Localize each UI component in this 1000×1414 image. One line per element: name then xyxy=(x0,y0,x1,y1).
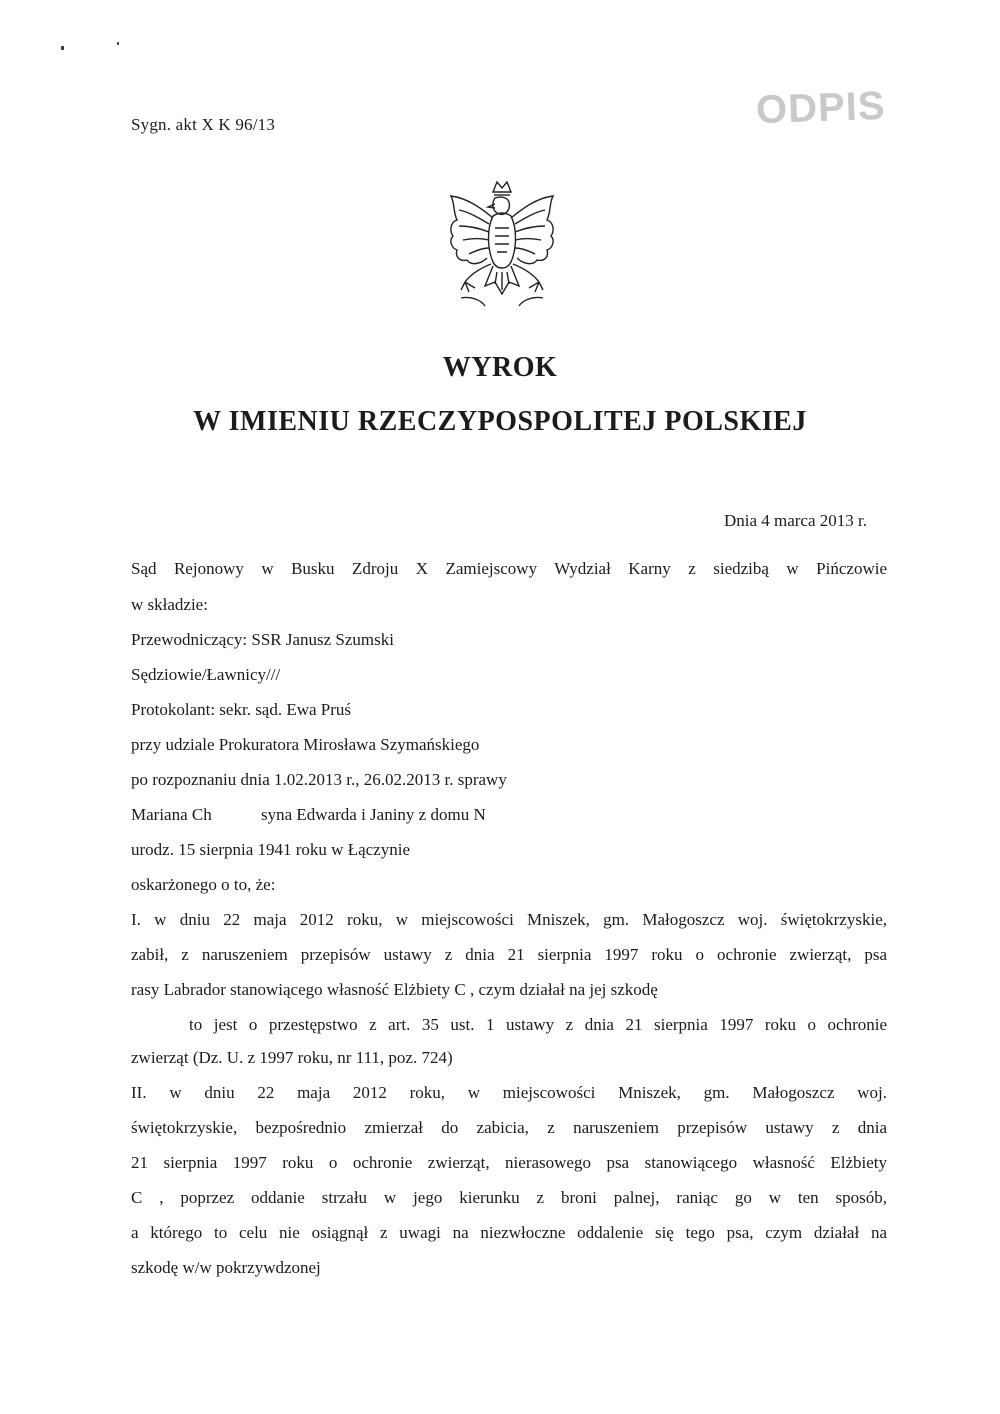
accusation-intro: oskarżonego o to, że: xyxy=(131,875,276,894)
charge-2-line-3: 21 sierpnia 1997 roku o ochronie zwierząt, nierasowego psa stanowiącego własność Elżbiety xyxy=(131,1153,887,1172)
presiding-judge: Przewodniczący: SSR Janusz Szumski xyxy=(131,630,394,649)
charge-1-line-2: zabił, z naruszeniem przepisów ustawy z dnia 21 sierpnia 1997 roku o ochronie zwierząt, psa xyxy=(131,945,887,964)
document-subtitle: W IMIENIU RZECZYPOSPOLITEJ POLSKIEJ xyxy=(193,406,807,437)
charge-1-qualification-line-2: zwierząt (Dz. U. z 1997 roku, nr 111, poz. 724) xyxy=(131,1048,453,1067)
court-clerk: Protokolant: sekr. sąd. Ewa Pruś xyxy=(131,700,352,719)
copy-stamp: ODPIS xyxy=(755,83,887,133)
charge-2-line-6: szkodę w/w pokrzywdzonej xyxy=(131,1258,321,1277)
court-composition-label: w składzie: xyxy=(131,595,208,614)
charge-1-line-3: rasy Labrador stanowiącego własność Elżbiety C , czym działał na jej szkodę xyxy=(131,980,658,999)
charge-2-line-2: świętokrzyskie, bezpośrednio zmierzał do zabicia, z naruszeniem przepisów ustawy z dnia xyxy=(131,1118,887,1137)
case-number: Sygn. akt X K 96/13 xyxy=(131,115,276,134)
scan-speck xyxy=(61,46,64,50)
scan-speck xyxy=(117,42,119,45)
defendant-parents: syna Edwarda i Janiny z domu N xyxy=(261,805,486,824)
charge-2-line-5: a którego to celu nie osiągnął z uwagi na niezwłoczne oddalenie się tego psa, czym działał na xyxy=(131,1223,887,1242)
hearing-dates: po rozpoznaniu dnia 1.02.2013 r., 26.02.2013 r. sprawy xyxy=(131,770,507,789)
polish-eagle-emblem-icon xyxy=(441,178,563,313)
charge-1-line-1: I. w dniu 22 maja 2012 roku, w miejscowości Mniszek, gm. Małogoszcz woj. świętokrzyskie, xyxy=(131,910,887,929)
defendant-birth: urodz. 15 sierpnia 1941 roku w Łączynie xyxy=(131,840,410,859)
defendant-name: Mariana Ch xyxy=(131,805,212,824)
charge-1-qualification-line-1: to jest o przestępstwo z art. 35 ust. 1 ustawy z dnia 21 sierpnia 1997 roku o ochronie xyxy=(189,1015,887,1034)
defendant-name-line xyxy=(131,802,887,828)
court-name: Sąd Rejonowy w Busku Zdroju X Zamiejscowy Wydział Karny z siedzibą w Pińczowie xyxy=(131,559,887,578)
charge-2-line-1: II. w dniu 22 maja 2012 roku, w miejscowości Mniszek, gm. Małogoszcz woj. xyxy=(131,1083,887,1102)
prosecutor: przy udziale Prokuratora Mirosława Szymańskiego xyxy=(131,735,480,754)
charge-2-line-4: C , poprzez oddanie strzału w jego kierunku z broni palnej, raniąc go w ten sposób, xyxy=(131,1188,887,1207)
document-title: WYROK xyxy=(442,352,558,383)
judgment-date: Dnia 4 marca 2013 r. xyxy=(723,511,867,530)
judges-lay-judges: Sędziowie/Ławnicy/// xyxy=(131,665,281,684)
